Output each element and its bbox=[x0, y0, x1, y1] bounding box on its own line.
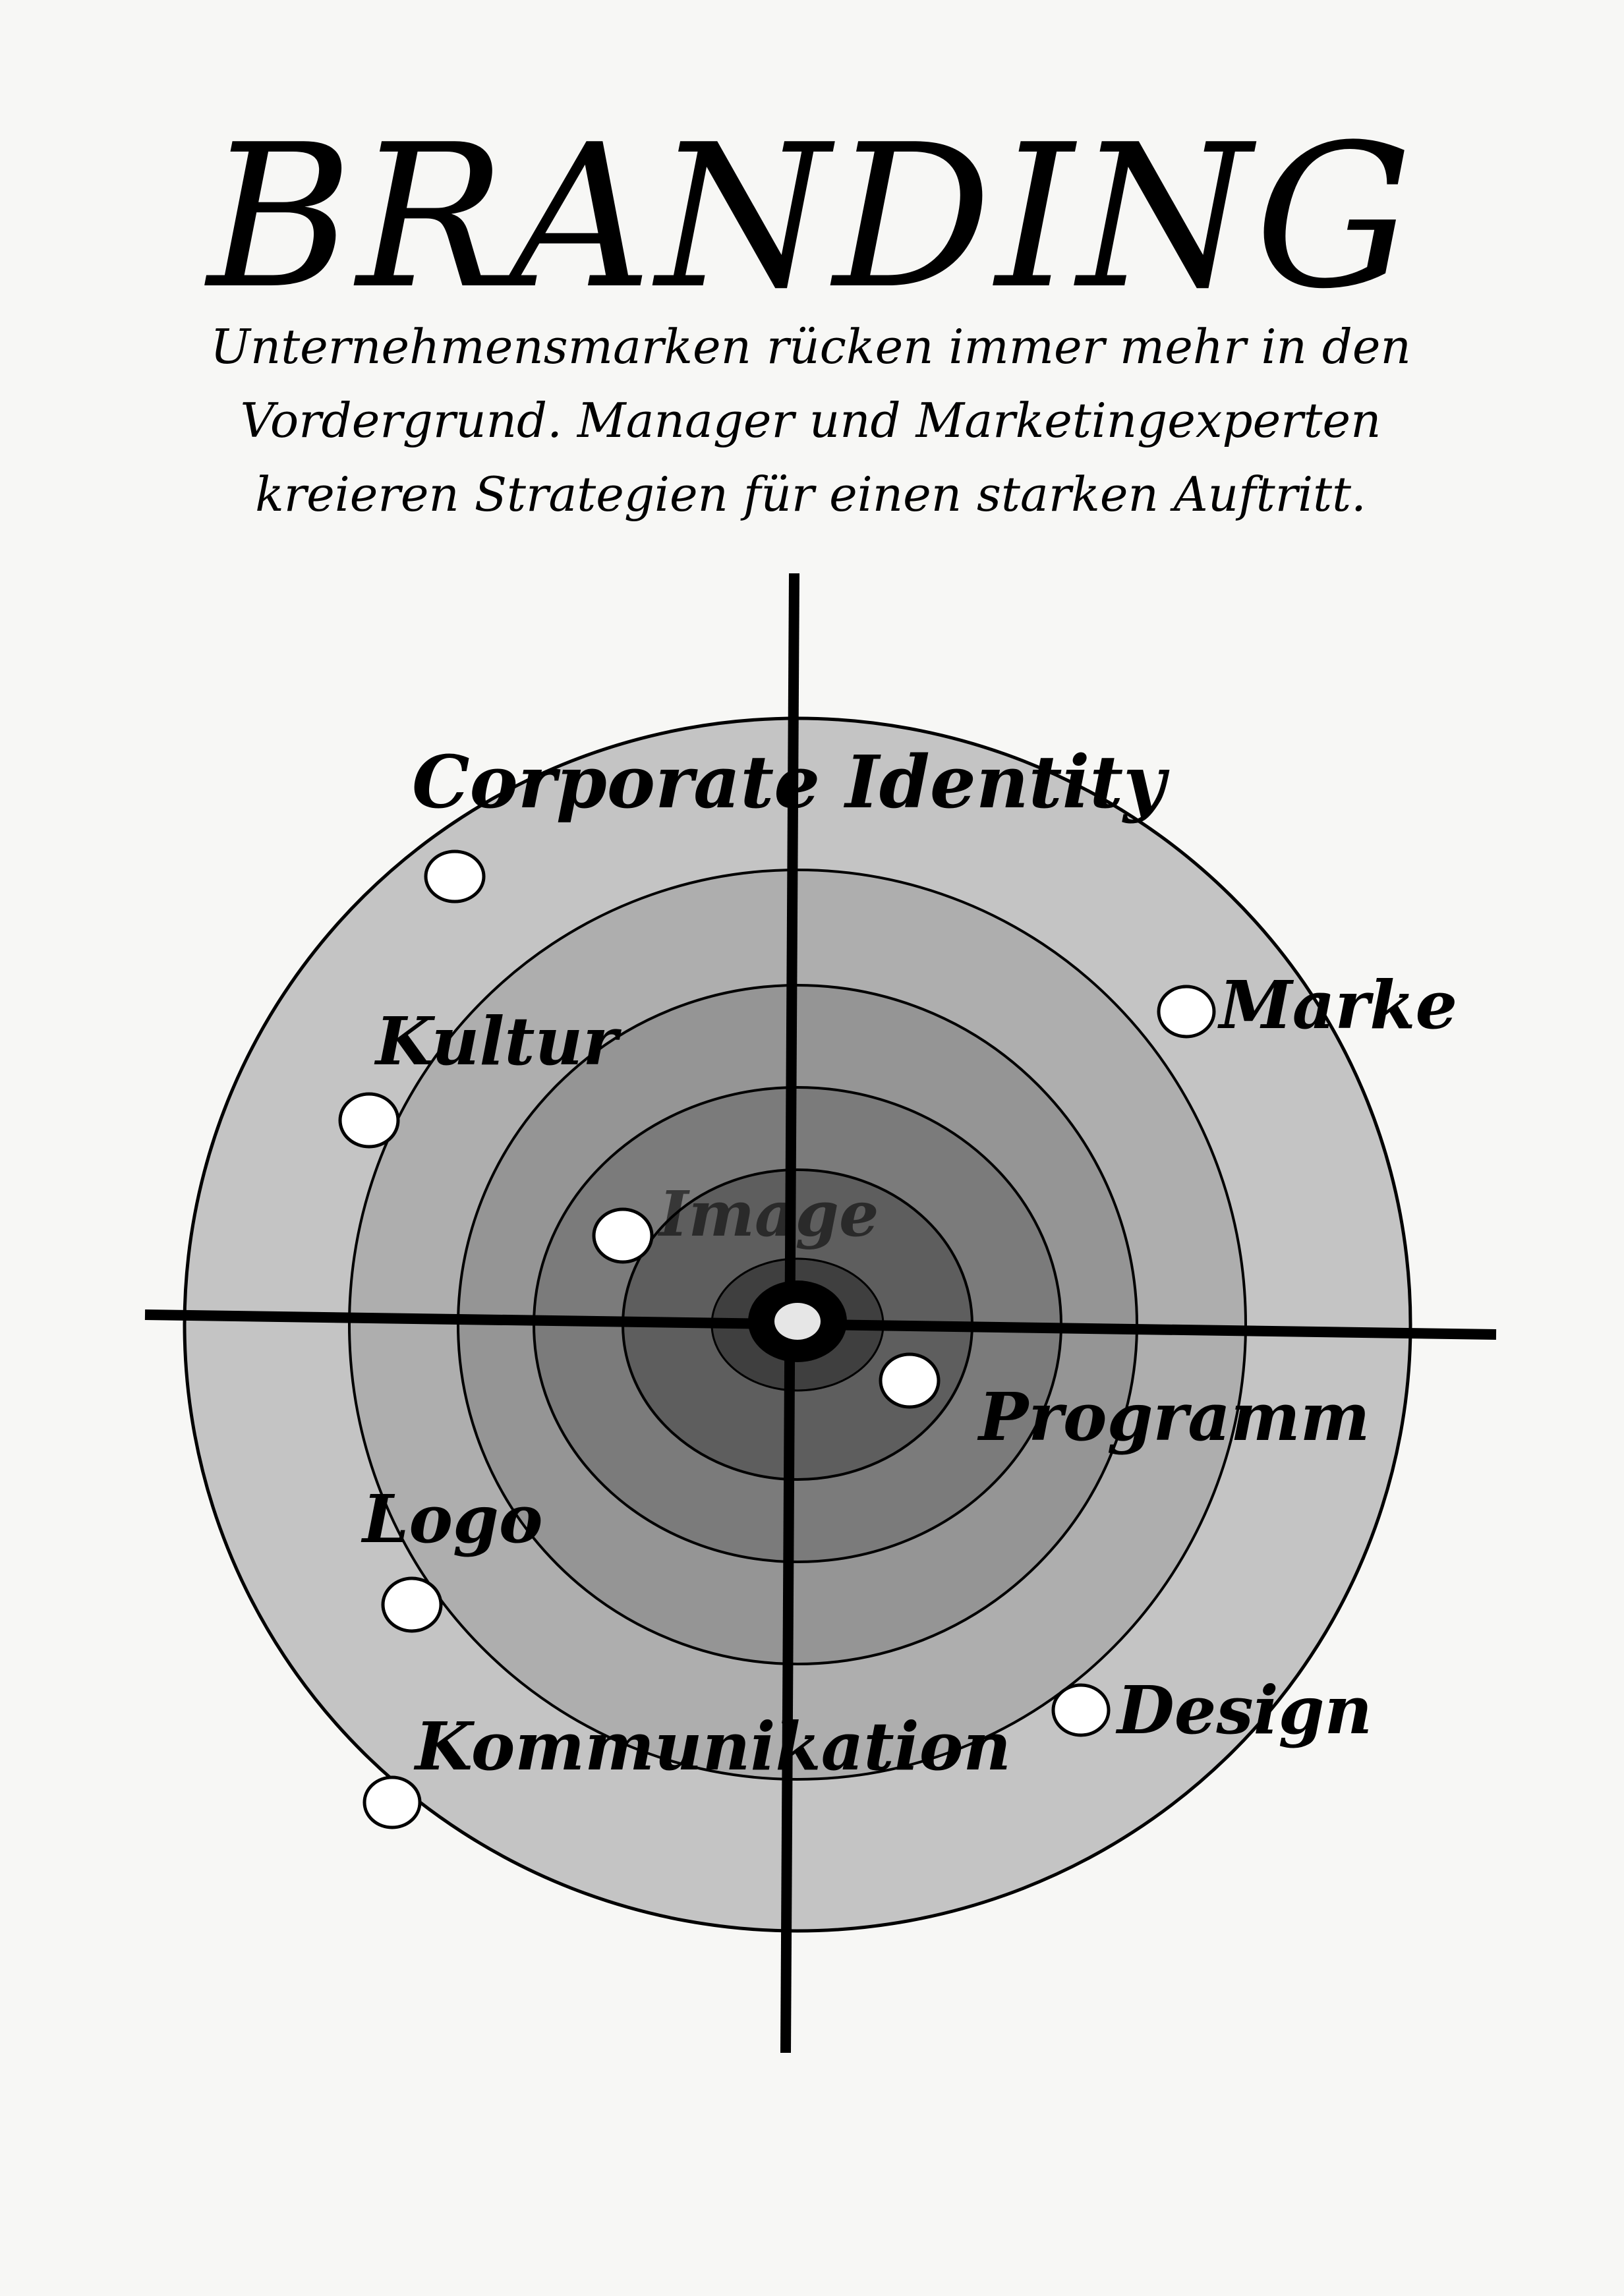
kommunikation-marker bbox=[364, 1777, 420, 1827]
corporate-identity-marker bbox=[426, 851, 484, 902]
logo-marker bbox=[383, 1578, 441, 1631]
label-corporate-identity: Corporate Identity bbox=[412, 739, 1166, 824]
subtitle-line-1: Unternehmensmarken rücken immer mehr in den bbox=[210, 319, 1411, 374]
design-marker bbox=[1053, 1685, 1109, 1735]
programm-marker bbox=[881, 1354, 939, 1407]
subtitle-line-2: Vordergrund. Manager und Marketingexperten bbox=[240, 393, 1381, 448]
center-dot-icon bbox=[774, 1303, 821, 1340]
label-marke: Marke bbox=[1219, 966, 1458, 1044]
page-title: BRANDING bbox=[207, 102, 1417, 332]
label-logo: Logo bbox=[362, 1480, 543, 1558]
image-marker bbox=[594, 1209, 652, 1262]
kultur-marker bbox=[340, 1094, 398, 1147]
marke-marker bbox=[1159, 987, 1214, 1037]
label-programm: Programm bbox=[979, 1378, 1370, 1456]
label-kommunikation: Kommunikation bbox=[415, 1708, 1012, 1785]
subtitle-line-3: kreieren Strategien für einen starken Auftritt. bbox=[255, 467, 1366, 522]
label-design: Design bbox=[1117, 1671, 1373, 1749]
label-kultur: Kultur bbox=[376, 1002, 618, 1080]
label-image: Image bbox=[659, 1178, 879, 1251]
